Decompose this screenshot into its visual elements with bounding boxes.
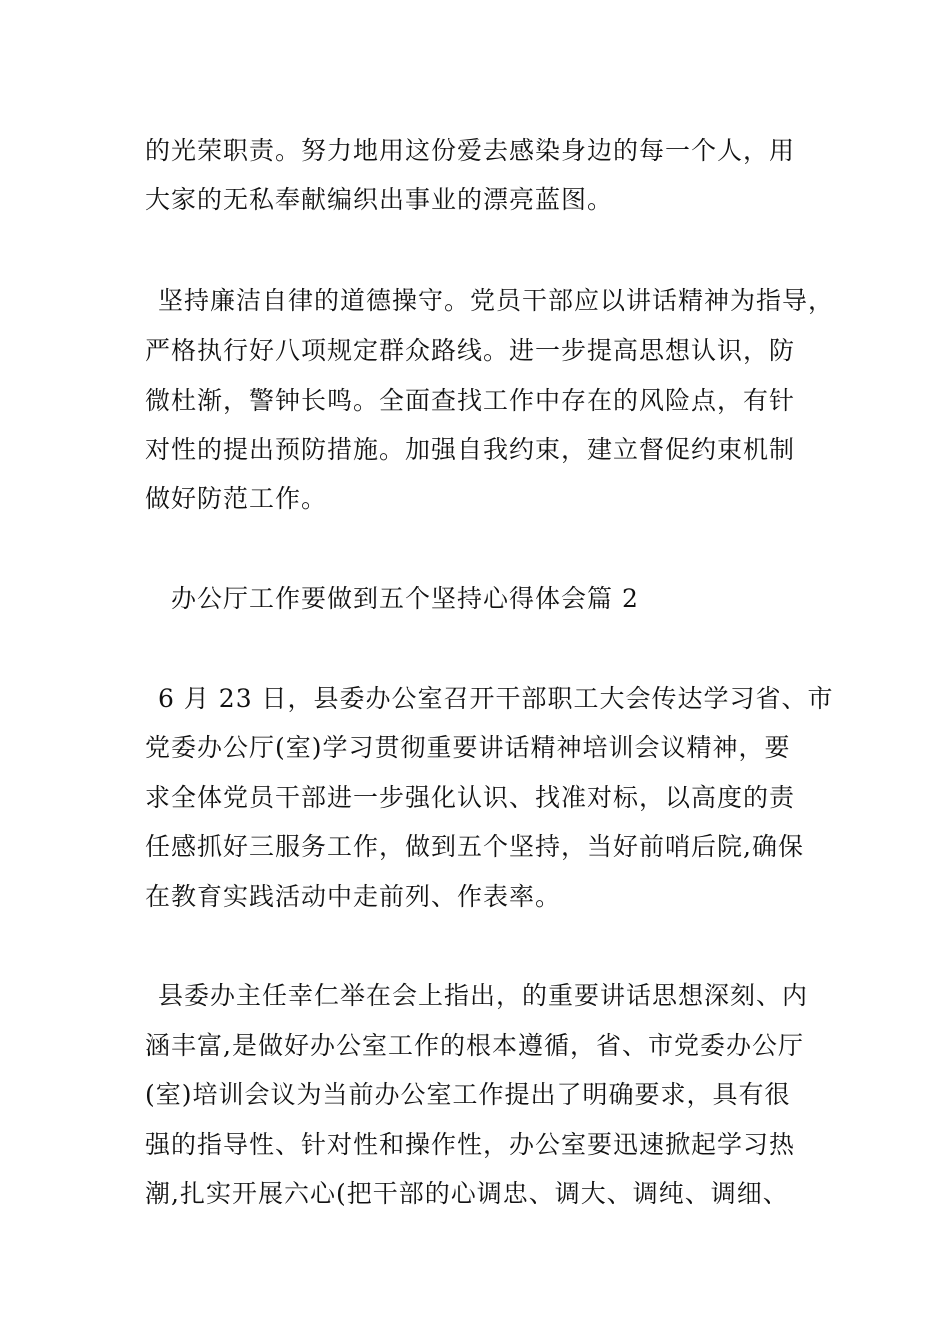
text-line: 6 月 23 日，县委办公室召开干部职工大会传达学习省、市 — [158, 684, 834, 713]
text-line: 在教育实践活动中走前列、作表率。 — [145, 882, 562, 911]
text-line: 坚持廉洁自律的道德操守。党员干部应以讲话精神为指导， — [158, 286, 835, 315]
text-line: 县委办主任幸仁举在会上指出，的重要讲话思想深刻、内 — [158, 981, 809, 1010]
text-line: 大家的无私奉献编织出事业的漂亮蓝图。 — [145, 185, 614, 214]
text-line: 微杜渐，警钟长鸣。全面查找工作中存在的风险点，有针 — [145, 386, 796, 415]
text-line: 涵丰富,是做好办公室工作的根本遵循，省、市党委办公厅 — [145, 1031, 804, 1060]
text-line: 求全体党员干部进一步强化认识、找准对标，以高度的责 — [145, 783, 796, 812]
text-line: 的光荣职责。努力地用这份爱去感染身边的每一个人，用 — [145, 136, 796, 165]
section-heading: 办公厅工作要做到五个坚持心得体会篇 2 — [171, 584, 639, 613]
text-line: 做好防范工作。 — [145, 484, 328, 513]
text-line: 潮,扎实开展六心(把干部的心调忠、调大、调纯、调细、 — [145, 1179, 789, 1208]
text-line: 严格执行好八项规定群众路线。进一步提高思想认识，防 — [145, 336, 796, 365]
text-line: 强的指导性、针对性和操作性，办公室要迅速掀起学习热 — [145, 1130, 796, 1159]
text-line: 党委办公厅(室)学习贯彻重要讲话精神培训会议精神，要 — [145, 733, 791, 762]
text-line: 对性的提出预防措施。加强自我约束，建立督促约束机制 — [145, 435, 796, 464]
text-line: 任感抓好三服务工作，做到五个坚持，当好前哨后院,确保 — [145, 832, 804, 861]
text-line: (室)培训会议为当前办公室工作提出了明确要求，具有很 — [145, 1080, 791, 1109]
